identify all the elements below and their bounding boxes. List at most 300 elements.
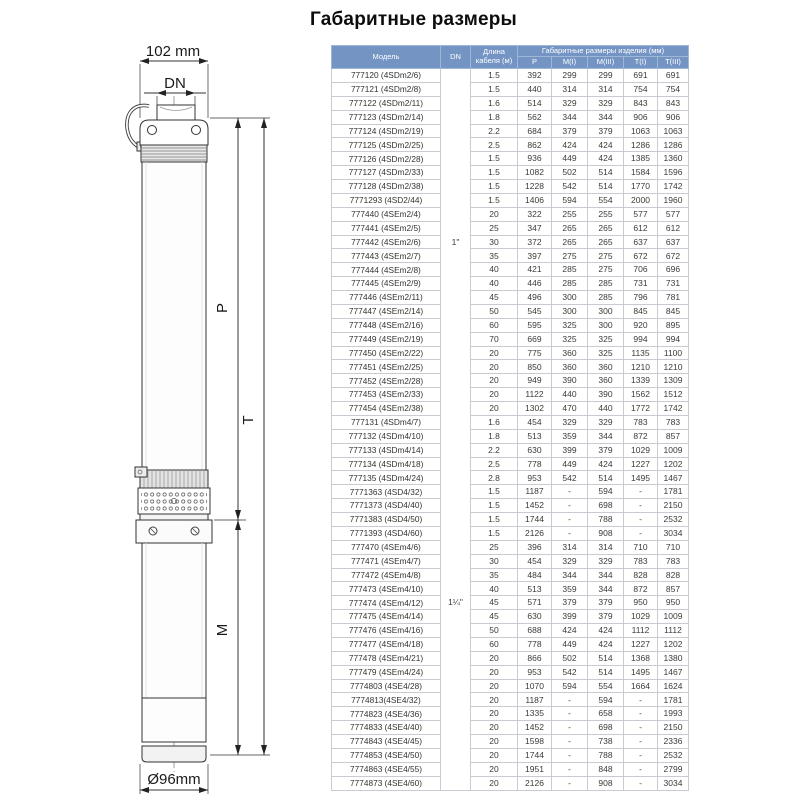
t3-cell: 696	[658, 263, 689, 277]
model-cell: 777135 (4SDm4/24)	[332, 471, 441, 485]
table-row	[332, 96, 689, 110]
m3-cell: 424	[588, 152, 624, 166]
model-cell: 777474 (4SEm4/12)	[332, 596, 441, 610]
p-cell: 392	[518, 69, 552, 83]
t1-cell: -	[624, 513, 658, 527]
t1-cell: -	[624, 485, 658, 499]
table-row	[332, 429, 689, 443]
m3-cell: 379	[588, 610, 624, 624]
m1-cell: 300	[552, 291, 588, 305]
t3-cell: 843	[658, 96, 689, 110]
m3-cell: 379	[588, 443, 624, 457]
m1-cell: 594	[552, 679, 588, 693]
m1-cell: 265	[552, 221, 588, 235]
header-m1: M(I)	[552, 57, 588, 69]
t3-cell: 783	[658, 554, 689, 568]
t3-cell: 2532	[658, 513, 689, 527]
m1-cell: -	[552, 735, 588, 749]
p-cell: 684	[518, 124, 552, 138]
cable-length-cell: 1.5	[471, 485, 518, 499]
model-cell: 7771373 (4SD4/40)	[332, 499, 441, 513]
m3-cell: 325	[588, 346, 624, 360]
t1-cell: 1368	[624, 651, 658, 665]
cable-length-cell: 30	[471, 235, 518, 249]
t3-cell: 906	[658, 110, 689, 124]
dimensions-table	[331, 45, 689, 791]
m3-cell: 329	[588, 415, 624, 429]
model-cell: 7771393 (4SD4/60)	[332, 526, 441, 540]
p-cell: 454	[518, 415, 552, 429]
m1-cell: 329	[552, 96, 588, 110]
m3-cell: 285	[588, 291, 624, 305]
t1-cell: 672	[624, 249, 658, 263]
dim-label-102mm: 102 mm	[145, 43, 201, 60]
p-cell: 484	[518, 568, 552, 582]
cable-length-cell: 1.5	[471, 152, 518, 166]
p-cell: 496	[518, 291, 552, 305]
model-cell: 777121 (4SDm2/8)	[332, 82, 441, 96]
table-row	[332, 485, 689, 499]
m3-cell: 265	[588, 221, 624, 235]
motor-body	[142, 543, 206, 698]
cable-length-cell: 20	[471, 388, 518, 402]
model-cell: 7774833 (4SE4/40)	[332, 721, 441, 735]
m1-cell: 360	[552, 360, 588, 374]
table-row	[332, 221, 689, 235]
m3-cell: 300	[588, 304, 624, 318]
t1-cell: 754	[624, 82, 658, 96]
t3-cell: 1742	[658, 180, 689, 194]
t1-cell: 1770	[624, 180, 658, 194]
table-row	[332, 679, 689, 693]
model-cell: 7774803 (4SE4/28)	[332, 679, 441, 693]
cable-length-cell: 1.5	[471, 193, 518, 207]
table-row	[332, 415, 689, 429]
table-row	[332, 374, 689, 388]
p-cell: 953	[518, 471, 552, 485]
t1-cell: -	[624, 499, 658, 513]
model-cell: 777131 (4SDm4/7)	[332, 415, 441, 429]
header-cable-length: Длина кабеля (м)	[471, 46, 518, 69]
t1-cell: 843	[624, 96, 658, 110]
m3-cell: 424	[588, 138, 624, 152]
model-cell: 7774843 (4SE4/45)	[332, 735, 441, 749]
t3-cell: 1100	[658, 346, 689, 360]
p-cell: 778	[518, 457, 552, 471]
table-row	[332, 499, 689, 513]
m1-cell: -	[552, 748, 588, 762]
cable-length-cell: 20	[471, 721, 518, 735]
t3-cell: 1512	[658, 388, 689, 402]
p-cell: 669	[518, 332, 552, 346]
t3-cell: 1286	[658, 138, 689, 152]
cable-length-cell: 45	[471, 291, 518, 305]
model-cell: 777453 (4SEm2/33)	[332, 388, 441, 402]
model-cell: 777451 (4SEm2/25)	[332, 360, 441, 374]
t1-cell: 1227	[624, 637, 658, 651]
model-cell: 777450 (4SEm2/22)	[332, 346, 441, 360]
table-row	[332, 637, 689, 651]
m1-cell: 265	[552, 235, 588, 249]
dim-label-dn: DN	[164, 75, 186, 92]
model-cell: 777447 (4SEm2/14)	[332, 304, 441, 318]
cable-length-cell: 45	[471, 596, 518, 610]
model-cell: 7771363 (4SD4/32)	[332, 485, 441, 499]
t3-cell: 2799	[658, 762, 689, 776]
m1-cell: 314	[552, 82, 588, 96]
cable-length-cell: 20	[471, 651, 518, 665]
m1-cell: 390	[552, 374, 588, 388]
t1-cell: 1495	[624, 471, 658, 485]
t1-cell: 1339	[624, 374, 658, 388]
p-cell: 372	[518, 235, 552, 249]
m3-cell: 360	[588, 374, 624, 388]
dim-label-diameter: Ø96mm	[147, 771, 201, 788]
m3-cell: 329	[588, 554, 624, 568]
m1-cell: 359	[552, 429, 588, 443]
model-cell: 777133 (4SDm4/14)	[332, 443, 441, 457]
t1-cell: -	[624, 707, 658, 721]
table-row	[332, 721, 689, 735]
p-cell: 446	[518, 277, 552, 291]
t1-cell: -	[624, 735, 658, 749]
t3-cell: 691	[658, 69, 689, 83]
m1-cell: -	[552, 707, 588, 721]
m3-cell: 300	[588, 318, 624, 332]
table-row	[332, 69, 689, 83]
m3-cell: 698	[588, 721, 624, 735]
p-cell: 688	[518, 624, 552, 638]
table-row	[332, 360, 689, 374]
cable-length-cell: 1.6	[471, 415, 518, 429]
header-m3: M(III)	[588, 57, 624, 69]
model-cell: 777454 (4SEm2/38)	[332, 402, 441, 416]
header-dn: DN	[441, 46, 471, 69]
m1-cell: 300	[552, 304, 588, 318]
t1-cell: 1029	[624, 443, 658, 457]
table-row	[332, 748, 689, 762]
table-row	[332, 776, 689, 790]
p-cell: 866	[518, 651, 552, 665]
cable-length-cell: 30	[471, 554, 518, 568]
bottom-cap	[142, 746, 206, 762]
m3-cell: 738	[588, 735, 624, 749]
t3-cell: 895	[658, 318, 689, 332]
model-cell: 777471 (4SEm4/7)	[332, 554, 441, 568]
table-row	[332, 124, 689, 138]
model-cell: 777440 (4SEm2/4)	[332, 207, 441, 221]
table-row	[332, 180, 689, 194]
model-cell: 777442 (4SEm2/6)	[332, 235, 441, 249]
p-cell: 850	[518, 360, 552, 374]
cable-length-cell: 20	[471, 776, 518, 790]
m1-cell: 424	[552, 624, 588, 638]
t1-cell: 1227	[624, 457, 658, 471]
dimensions-table-wrap	[331, 45, 689, 791]
cable-length-cell: 25	[471, 540, 518, 554]
cable-length-cell: 1.6	[471, 96, 518, 110]
m1-cell: 344	[552, 568, 588, 582]
m3-cell: 314	[588, 82, 624, 96]
model-cell: 777123 (4SDm2/14)	[332, 110, 441, 124]
p-cell: 1228	[518, 180, 552, 194]
p-cell: 1187	[518, 485, 552, 499]
table-row	[332, 471, 689, 485]
table-row	[332, 596, 689, 610]
m1-cell: 502	[552, 651, 588, 665]
dn-cell: 1¼"	[441, 415, 471, 790]
lifting-eyelet	[148, 126, 157, 135]
model-cell: 777477 (4SEm4/18)	[332, 637, 441, 651]
t3-cell: 1781	[658, 693, 689, 707]
p-cell: 1187	[518, 693, 552, 707]
dim-label-t: T	[240, 415, 257, 425]
p-cell: 1452	[518, 499, 552, 513]
m3-cell: 514	[588, 665, 624, 679]
cable-length-cell: 20	[471, 707, 518, 721]
cable-length-cell: 1.5	[471, 499, 518, 513]
model-cell: 7771293 (4SD2/44)	[332, 193, 441, 207]
t3-cell: 3034	[658, 776, 689, 790]
model-cell: 777472 (4SEm4/8)	[332, 568, 441, 582]
table-row	[332, 277, 689, 291]
t1-cell: -	[624, 776, 658, 790]
m3-cell: 344	[588, 429, 624, 443]
m3-cell: 325	[588, 332, 624, 346]
cable-length-cell: 1.5	[471, 69, 518, 83]
t1-cell: 783	[624, 554, 658, 568]
m1-cell: 470	[552, 402, 588, 416]
table-row	[332, 540, 689, 554]
cable-length-cell: 20	[471, 207, 518, 221]
p-cell: 1082	[518, 166, 552, 180]
m1-cell: 329	[552, 415, 588, 429]
t1-cell: 1584	[624, 166, 658, 180]
cable-length-cell: 50	[471, 304, 518, 318]
t3-cell: 731	[658, 277, 689, 291]
t3-cell: 857	[658, 582, 689, 596]
cable-length-cell: 20	[471, 346, 518, 360]
t1-cell: 872	[624, 582, 658, 596]
model-cell: 777132 (4SDm4/10)	[332, 429, 441, 443]
cable-length-cell: 20	[471, 360, 518, 374]
t3-cell: 1202	[658, 637, 689, 651]
t3-cell: 845	[658, 304, 689, 318]
t3-cell: 857	[658, 429, 689, 443]
t1-cell: 1772	[624, 402, 658, 416]
t1-cell: 731	[624, 277, 658, 291]
table-row	[332, 207, 689, 221]
t3-cell: 1009	[658, 443, 689, 457]
table-row	[332, 735, 689, 749]
t3-cell: 2532	[658, 748, 689, 762]
t3-cell: 1624	[658, 679, 689, 693]
m3-cell: 594	[588, 485, 624, 499]
t3-cell: 1742	[658, 402, 689, 416]
m3-cell: 698	[588, 499, 624, 513]
t3-cell: 2150	[658, 499, 689, 513]
m1-cell: 542	[552, 180, 588, 194]
t1-cell: 1210	[624, 360, 658, 374]
t3-cell: 710	[658, 540, 689, 554]
m3-cell: 275	[588, 249, 624, 263]
t1-cell: 1495	[624, 665, 658, 679]
dn-cell: 1"	[441, 69, 471, 416]
table-row	[332, 193, 689, 207]
p-cell: 347	[518, 221, 552, 235]
t3-cell: 754	[658, 82, 689, 96]
table-row	[332, 443, 689, 457]
model-cell: 777125 (4SDm2/25)	[332, 138, 441, 152]
m3-cell: 514	[588, 651, 624, 665]
header-model: Модель	[332, 46, 441, 69]
t3-cell: 1063	[658, 124, 689, 138]
model-cell: 777452 (4SEm2/28)	[332, 374, 441, 388]
pump-body	[142, 162, 206, 470]
p-cell: 953	[518, 665, 552, 679]
t1-cell: 845	[624, 304, 658, 318]
cable-length-cell: 70	[471, 332, 518, 346]
cable-length-cell: 1.8	[471, 429, 518, 443]
header-t3: T(III)	[658, 57, 689, 69]
m1-cell: 502	[552, 166, 588, 180]
t1-cell: 691	[624, 69, 658, 83]
p-cell: 440	[518, 82, 552, 96]
discharge-port	[157, 105, 195, 120]
t3-cell: 2336	[658, 735, 689, 749]
p-cell: 1452	[518, 721, 552, 735]
table-row	[332, 346, 689, 360]
model-cell: 7774853 (4SE4/50)	[332, 748, 441, 762]
model-cell: 777120 (4SDm2/6)	[332, 69, 441, 83]
t3-cell: 781	[658, 291, 689, 305]
table-row	[332, 513, 689, 527]
m3-cell: 424	[588, 457, 624, 471]
m1-cell: -	[552, 762, 588, 776]
model-cell: 7771383 (4SD4/50)	[332, 513, 441, 527]
cable-length-cell: 1.5	[471, 180, 518, 194]
p-cell: 513	[518, 429, 552, 443]
model-cell: 777449 (4SEm2/19)	[332, 332, 441, 346]
table-row	[332, 457, 689, 471]
t1-cell: 637	[624, 235, 658, 249]
model-cell: 777127 (4SDm2/33)	[332, 166, 441, 180]
table-row	[332, 263, 689, 277]
table-row	[332, 152, 689, 166]
cable-length-cell: 20	[471, 402, 518, 416]
p-cell: 630	[518, 443, 552, 457]
model-cell: 777444 (4SEm2/8)	[332, 263, 441, 277]
p-cell: 1598	[518, 735, 552, 749]
table-row	[332, 249, 689, 263]
m3-cell: 344	[588, 568, 624, 582]
t3-cell: 1380	[658, 651, 689, 665]
cable-length-cell: 20	[471, 762, 518, 776]
table-row	[332, 82, 689, 96]
table-row	[332, 304, 689, 318]
p-cell: 2126	[518, 526, 552, 540]
m1-cell: 449	[552, 637, 588, 651]
dimensions-table-body	[332, 69, 689, 791]
m3-cell: 424	[588, 624, 624, 638]
table-row	[332, 318, 689, 332]
t1-cell: 710	[624, 540, 658, 554]
p-cell: 862	[518, 138, 552, 152]
cable-length-cell: 20	[471, 679, 518, 693]
t1-cell: 1063	[624, 124, 658, 138]
p-cell: 1122	[518, 388, 552, 402]
p-cell: 1406	[518, 193, 552, 207]
p-cell: 1302	[518, 402, 552, 416]
cable-length-cell: 25	[471, 221, 518, 235]
m1-cell: -	[552, 526, 588, 540]
t3-cell: 783	[658, 415, 689, 429]
t1-cell: 906	[624, 110, 658, 124]
m1-cell: -	[552, 721, 588, 735]
t1-cell: 1029	[624, 610, 658, 624]
m1-cell: 360	[552, 346, 588, 360]
p-cell: 936	[518, 152, 552, 166]
table-row	[332, 388, 689, 402]
m1-cell: 299	[552, 69, 588, 83]
pump-outline	[127, 58, 270, 794]
m1-cell: 449	[552, 152, 588, 166]
m3-cell: 390	[588, 388, 624, 402]
p-cell: 454	[518, 554, 552, 568]
m3-cell: 514	[588, 180, 624, 194]
cable-length-cell: 1.5	[471, 526, 518, 540]
p-cell: 562	[518, 110, 552, 124]
cable-length-cell: 20	[471, 665, 518, 679]
header-t1: T(I)	[624, 57, 658, 69]
t1-cell: -	[624, 693, 658, 707]
table-header	[332, 46, 689, 69]
model-cell: 777446 (4SEm2/11)	[332, 291, 441, 305]
m1-cell: 285	[552, 263, 588, 277]
table-row	[332, 332, 689, 346]
m3-cell: 514	[588, 166, 624, 180]
table-row	[332, 582, 689, 596]
p-cell: 513	[518, 582, 552, 596]
m1-cell: 440	[552, 388, 588, 402]
p-cell: 2126	[518, 776, 552, 790]
m1-cell: 379	[552, 124, 588, 138]
m3-cell: 329	[588, 96, 624, 110]
cable-length-cell: 2.2	[471, 124, 518, 138]
table-row	[332, 291, 689, 305]
m3-cell: 554	[588, 679, 624, 693]
m3-cell: 908	[588, 526, 624, 540]
model-cell: 777479 (4SEm4/24)	[332, 665, 441, 679]
t1-cell: 872	[624, 429, 658, 443]
m1-cell: 285	[552, 277, 588, 291]
dim-label-m: M	[214, 623, 231, 637]
m1-cell: 424	[552, 138, 588, 152]
dim-label-p: P	[214, 302, 231, 314]
m3-cell: 440	[588, 402, 624, 416]
t1-cell: 1562	[624, 388, 658, 402]
model-cell: 7774823 (4SE4/36)	[332, 707, 441, 721]
t3-cell: 672	[658, 249, 689, 263]
cable-length-cell: 1.8	[471, 110, 518, 124]
lifting-eyelet	[192, 126, 201, 135]
t3-cell: 1993	[658, 707, 689, 721]
t3-cell: 1960	[658, 193, 689, 207]
m3-cell: 658	[588, 707, 624, 721]
m1-cell: -	[552, 693, 588, 707]
t3-cell: 1781	[658, 485, 689, 499]
m1-cell: 399	[552, 610, 588, 624]
